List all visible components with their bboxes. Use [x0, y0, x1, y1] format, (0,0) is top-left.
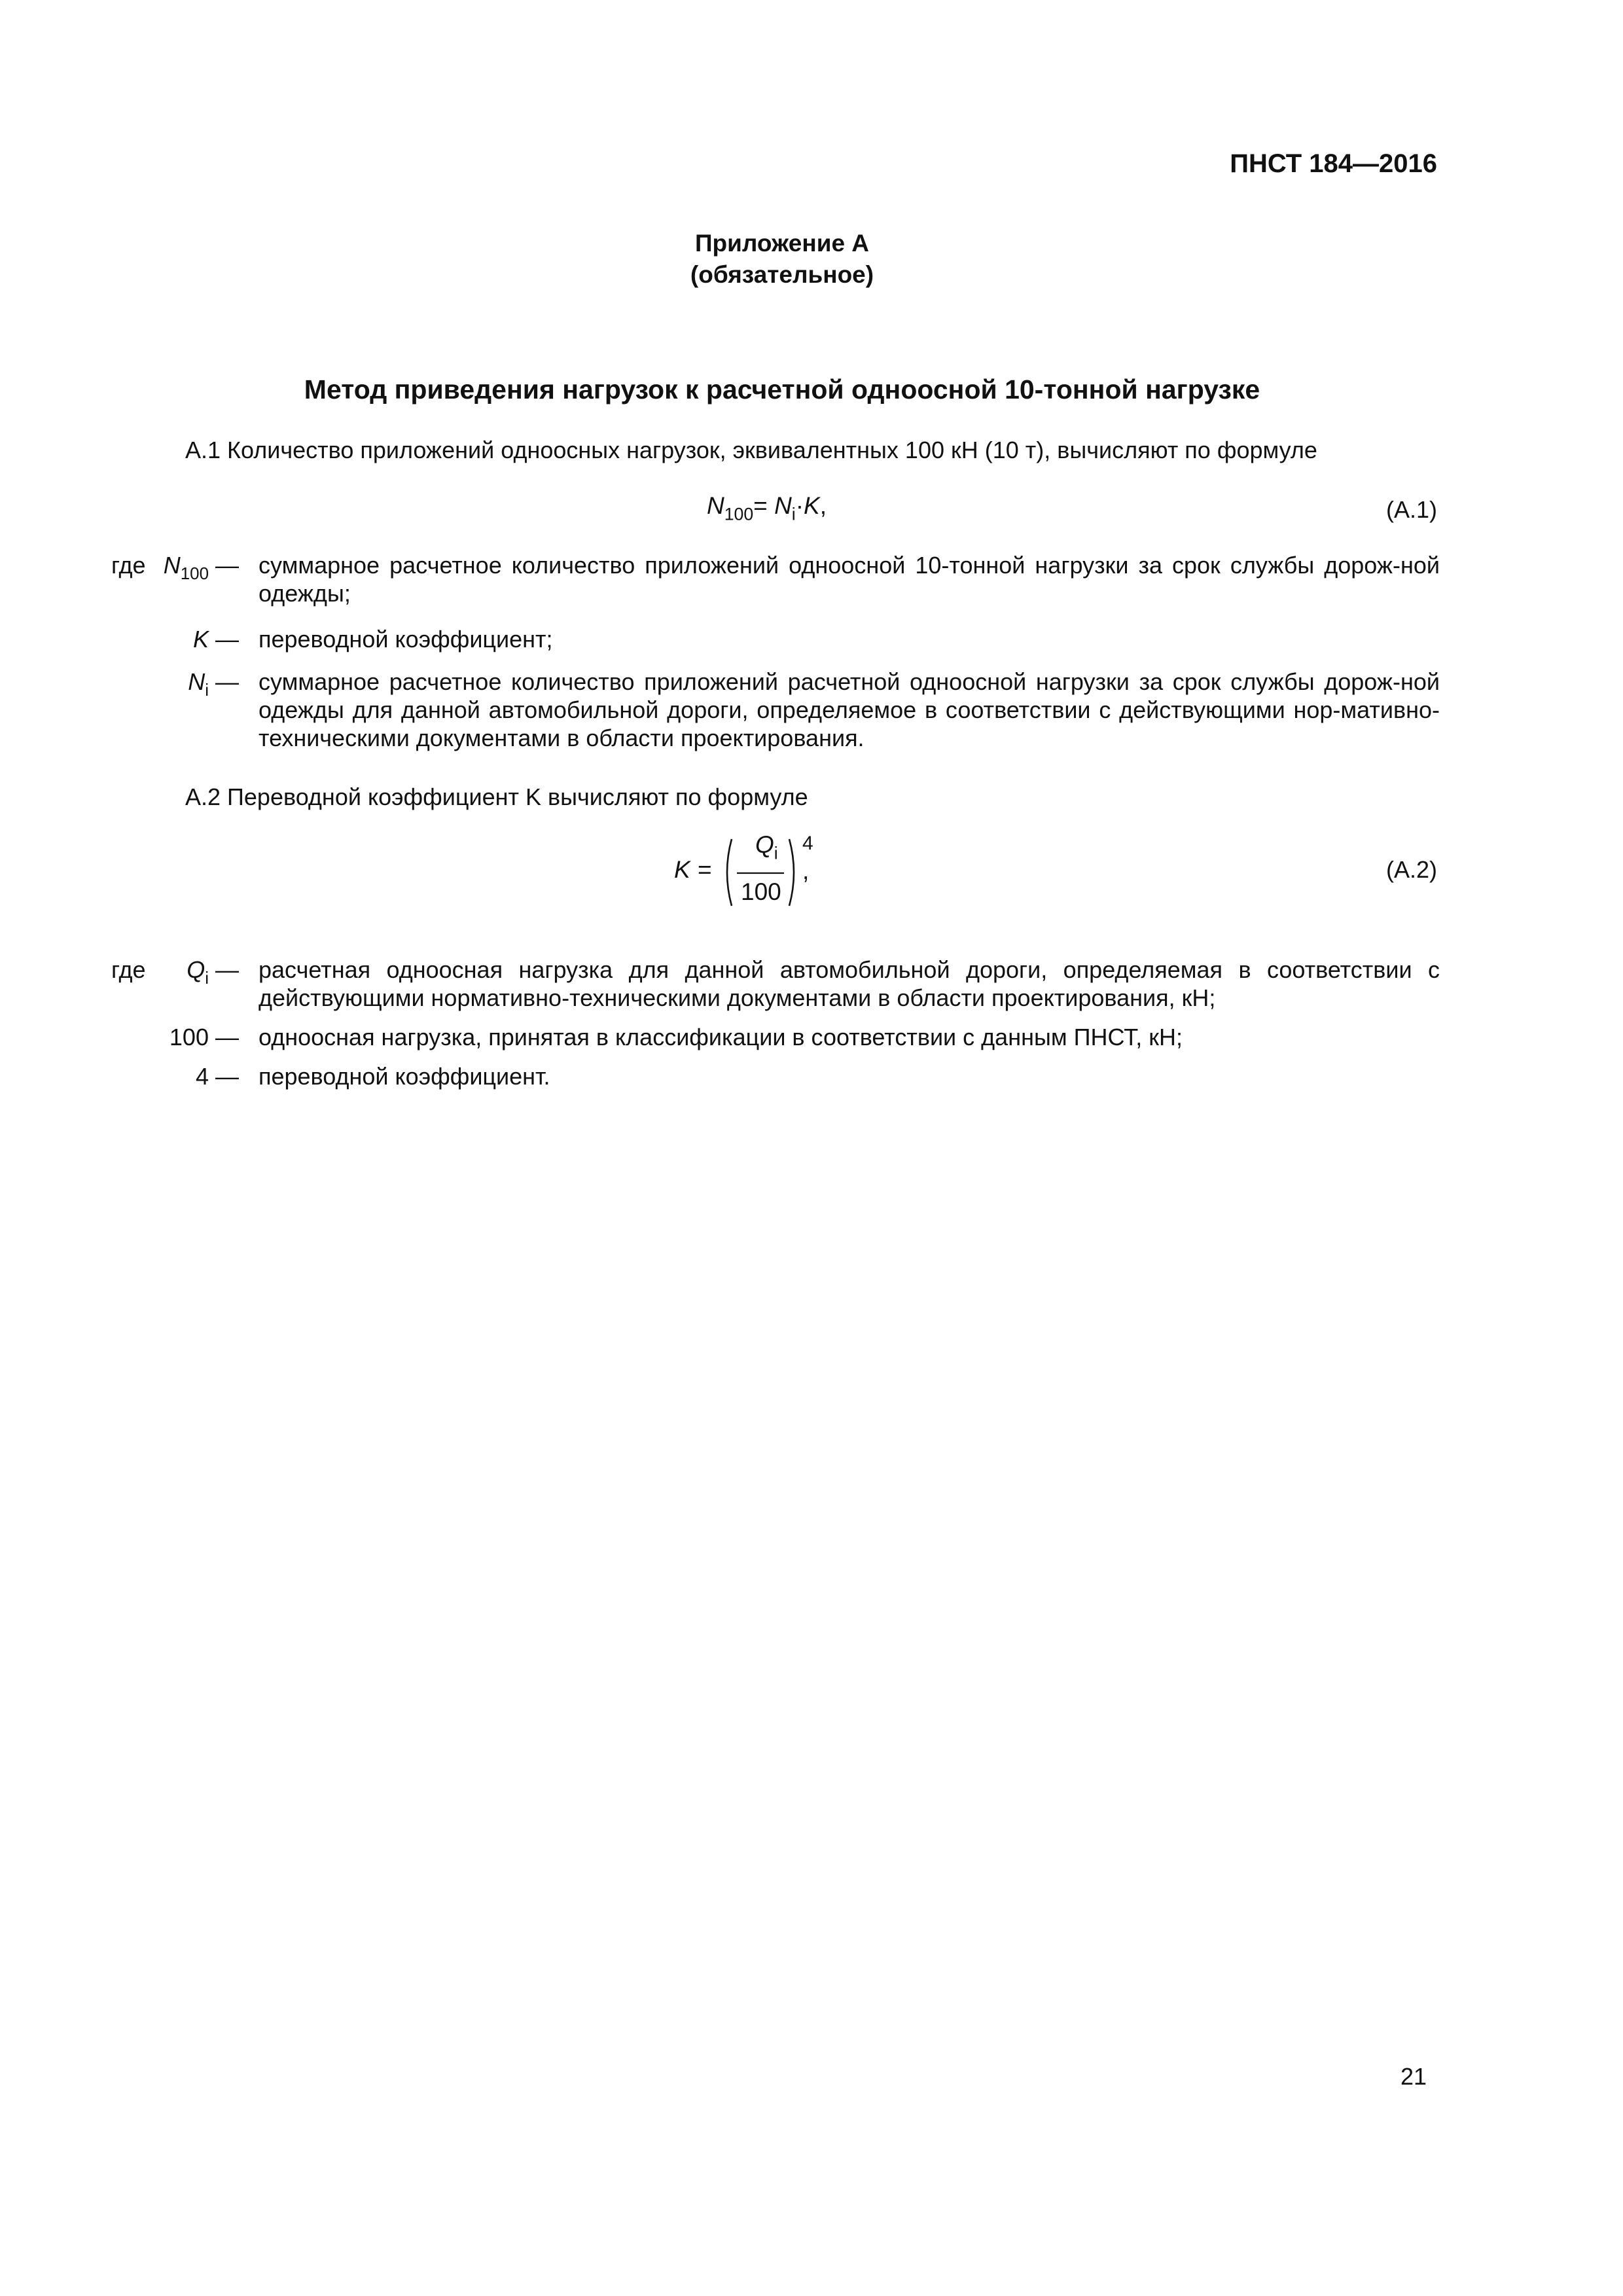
formula-a1-n: N [774, 492, 792, 519]
formula-a1-n-sub: i [791, 504, 796, 524]
right-paren-icon [789, 839, 794, 906]
where-dash: — [208, 626, 239, 653]
where-dash: — [208, 668, 239, 695]
appendix-status: (обязательное) [690, 261, 874, 288]
where-symbol: K [192, 626, 209, 653]
equation-number-a1: (А.1) [1385, 496, 1437, 523]
where-symbol-sub: 100 [180, 565, 209, 584]
formula-a2-denominator: 100 [741, 878, 781, 905]
formula-a2-tail: , [802, 857, 810, 884]
where-dash: — [208, 1024, 239, 1050]
where-description: суммарное расчетное количество приложений расчетной одноосной нагрузки за срок службы дорож-ной одежды для данной автомобильной дороги, определяемое в соответствии с действующими нор-мативно-техническими документами в области проектирования. [259, 668, 1440, 751]
formula-a2-equals: = [698, 856, 712, 883]
document-code: ПНСТ 184—2016 [1230, 149, 1437, 178]
formula-a1-dot: · [795, 492, 804, 519]
formula-a2-numerator [755, 831, 778, 863]
where-dash: — [208, 956, 239, 983]
where-dash: — [208, 1063, 239, 1090]
where-symbol: N [188, 668, 205, 695]
appendix-title-text: Приложение А [694, 230, 870, 257]
paragraph-a2: А.2 Переводной коэффициент K вычисляют по формуле [185, 783, 808, 810]
where-item-100 [111, 1023, 1440, 1051]
formula-a1 [707, 492, 827, 524]
where-item-qi [111, 956, 1440, 1012]
formula-a1-k: K [804, 492, 820, 519]
formula-a1-lhs: N [707, 492, 724, 519]
where-item-k [111, 625, 1440, 653]
left-paren-icon [727, 839, 732, 906]
where-description: суммарное расчетное количество приложений одноосной 10-тонной нагрузки за срок службы дорож-ной одежды; [259, 552, 1440, 607]
where-dash: — [208, 552, 239, 579]
formula-a1-tail: , [819, 492, 827, 519]
where-symbol: 100 [169, 1024, 209, 1050]
where-symbol: Q [187, 956, 205, 983]
where-item-4 [111, 1062, 1440, 1090]
formula-a1-lhs-sub: 100 [724, 504, 754, 524]
where-lead: где [111, 956, 146, 983]
formula-a2 [674, 825, 844, 910]
paragraph-a1: А.1 Количество приложений одноосных нагрузок, эквивалентных 100 кН (10 т), вычисляют по формуле [185, 437, 1317, 463]
where-description: расчетная одноосная нагрузка для данной автомобильной дороги, определяемая в соответствии с действующими нормативно-техническими документами в области проектирования, кН; [259, 956, 1440, 1011]
section-heading: Метод приведения нагрузок к расчетной одноосной 10-тонной нагрузке [304, 374, 1260, 404]
appendix-title [0, 228, 1564, 291]
where-description: переводной коэффициент; [259, 626, 553, 653]
formula-a2-power: 4 [802, 833, 813, 854]
formula-a2-q-sub: i [774, 843, 778, 863]
where-item-ni [111, 668, 1440, 752]
formula-a2-q: Q [755, 831, 774, 858]
page-number: 21 [1400, 2063, 1427, 2090]
where-symbol-sub: i [205, 969, 209, 988]
formula-a1-equals: = [753, 492, 768, 519]
where-description: переводной коэффициент. [259, 1063, 550, 1090]
where-description: одноосная нагрузка, принятая в классификации в соответствии с данным ПНСТ, кН; [259, 1024, 1183, 1050]
where-symbol: 4 [195, 1063, 209, 1090]
where-symbol-sub: i [205, 681, 209, 700]
formula-a2-lhs: K [674, 856, 690, 883]
where-item-n100 [111, 551, 1440, 607]
equation-number-a2: (А.2) [1385, 856, 1437, 883]
where-symbol: N [163, 552, 181, 579]
where-lead: где [111, 552, 146, 579]
